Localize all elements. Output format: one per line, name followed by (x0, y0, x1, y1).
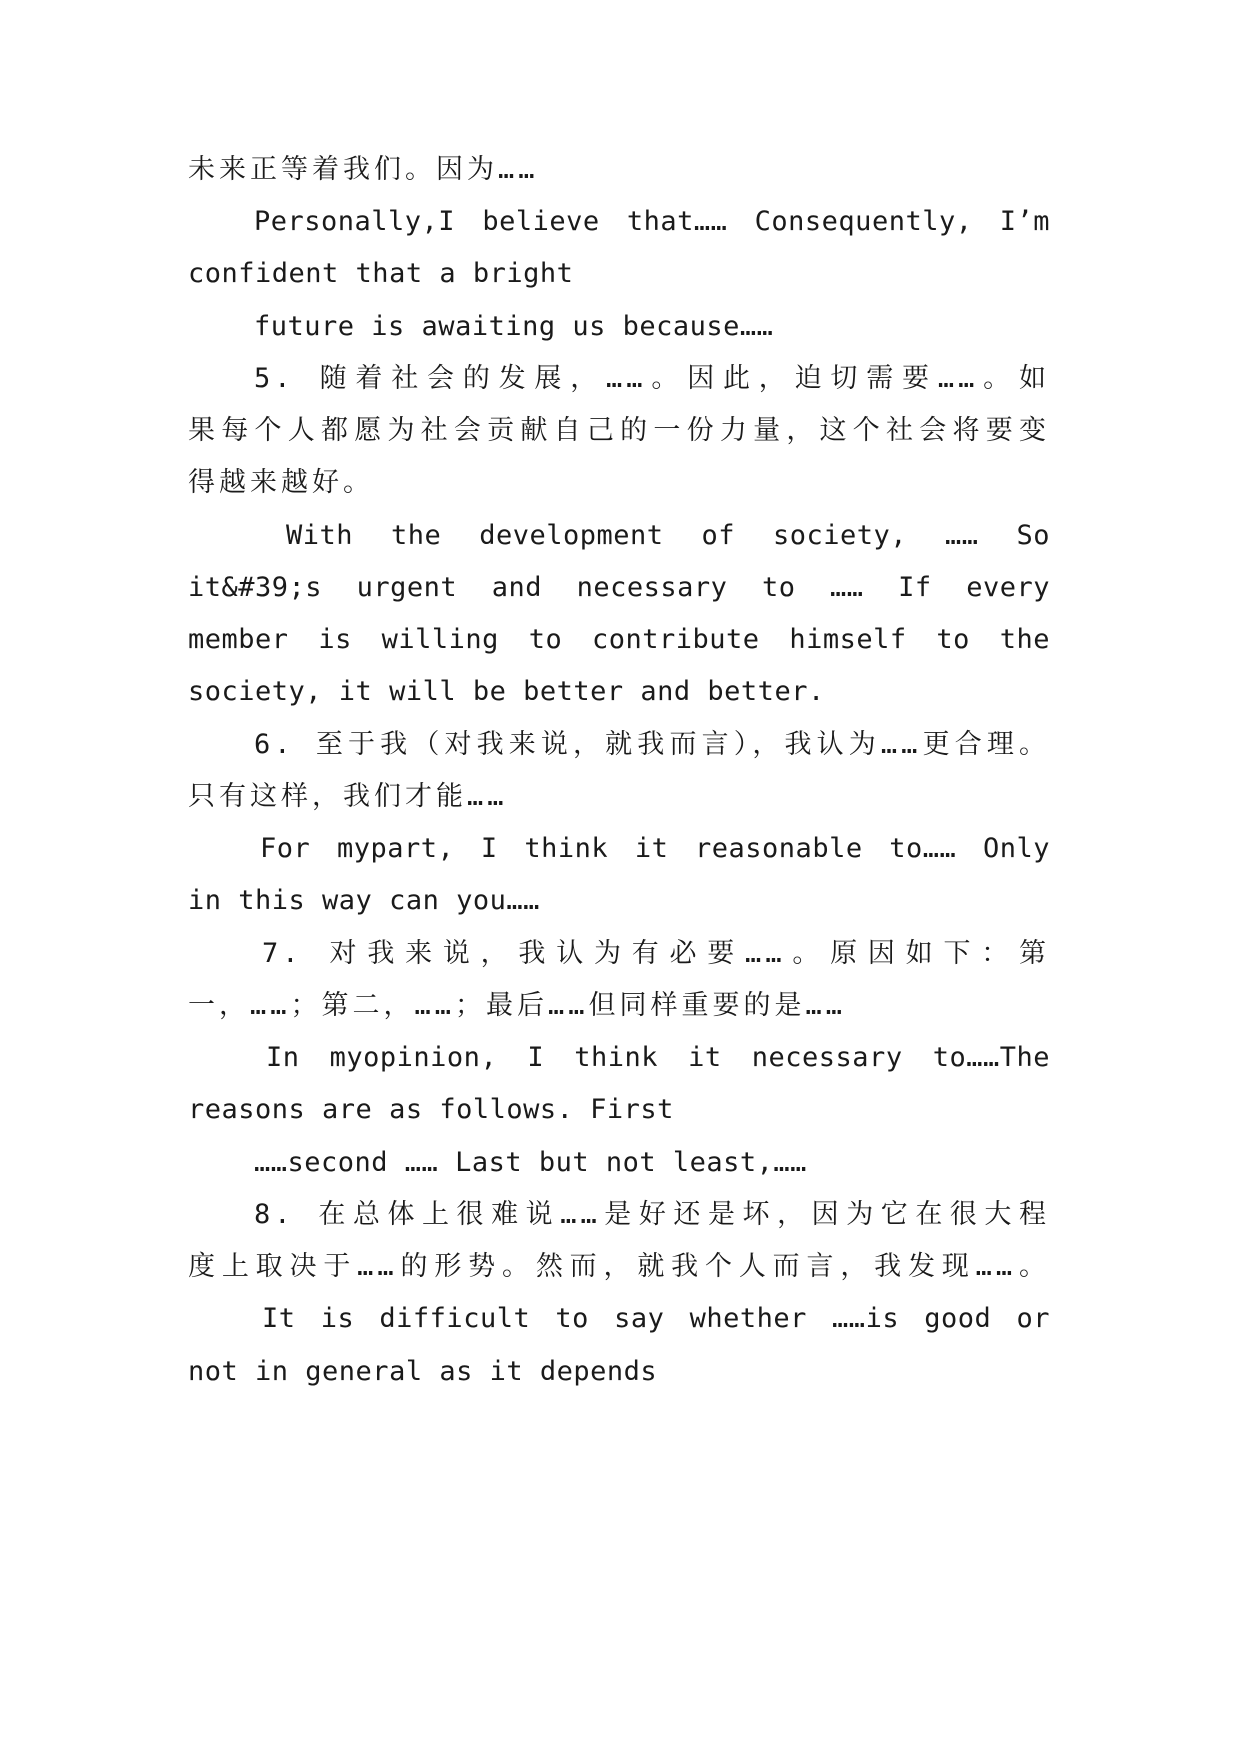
text-line: 度上取决于……的形势。然而，就我个人而言，我发现……。 (188, 1251, 1050, 1282)
text-line: Personally,I believe that…… Consequently, I’m (254, 206, 1050, 237)
text-line: society, it will be better and better. (188, 676, 825, 707)
text-line: in this way can you…… (188, 885, 540, 916)
text-line: confident that a bright (188, 258, 574, 289)
text-line: 5. 随着社会的发展，……。因此，迫切需要……。如 (254, 363, 1050, 394)
text-line: 未来正等着我们。因为…… (188, 154, 539, 185)
text-line: 6. 至于我（对我来说，就我而言），我认为……更合理。 (254, 729, 1050, 760)
text-line: It is difficult to say whether ……is good or (262, 1303, 1050, 1334)
text-line: 果每个人都愿为社会贡献自己的一份力量，这个社会将要变 (188, 415, 1050, 446)
text-line: reasons are as follows. First (188, 1094, 674, 1125)
text-line: 得越来越好。 (188, 467, 374, 498)
text-line: 7. 对我来说，我认为有必要……。原因如下：第 (262, 938, 1050, 969)
text-line: 只有这样，我们才能…… (188, 781, 508, 812)
text-line: ……second …… Last but not least,…… (254, 1147, 807, 1178)
text-line: member is willing to contribute himself to the (188, 624, 1050, 655)
text-line: 8. 在总体上很难说……是好还是坏，因为它在很大程 (254, 1199, 1050, 1230)
text-line: not in general as it depends (188, 1356, 658, 1387)
text-line: future is awaiting us because…… (254, 311, 774, 342)
text-line: In myopinion, I think it necessary to……The (266, 1042, 1050, 1073)
text-line: it&#39;s urgent and necessary to …… If every (188, 572, 1050, 603)
text-line: For mypart, I think it reasonable to…… Only (260, 833, 1050, 864)
text-line: 一，……；第二，……；最后……但同样重要的是…… (188, 990, 847, 1021)
text-line: With the development of society, …… So (286, 520, 1050, 551)
